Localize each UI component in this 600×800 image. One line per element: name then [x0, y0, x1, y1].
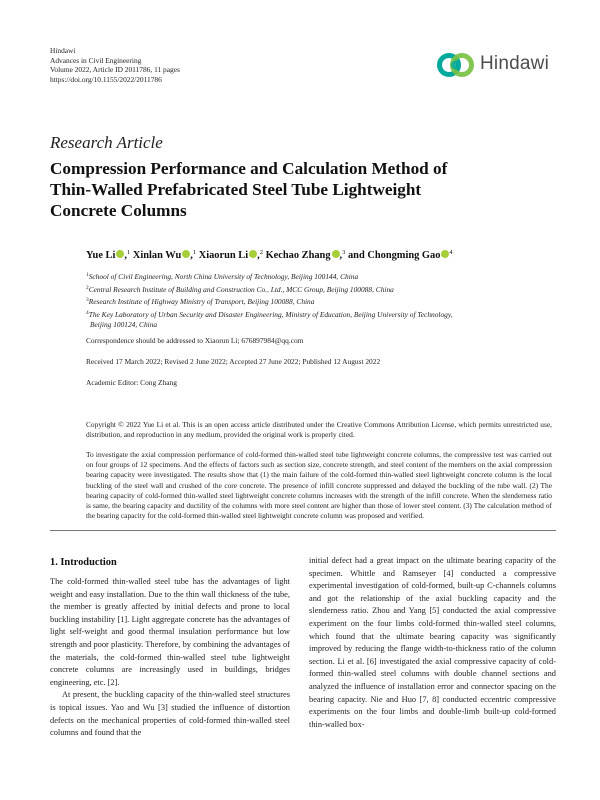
title-line: Thin-Walled Prefabricated Steel Tube Lightweight	[50, 180, 422, 199]
journal-name: Advances in Civil Engineering	[50, 55, 142, 65]
paper-title	[50, 158, 490, 221]
academic-editor: Academic Editor: Cong Zhang	[86, 378, 177, 387]
affiliation-text: School of Civil Engineering, North China University of Technology, Beijing 100144, China	[88, 272, 359, 281]
affiliation-text: Research Institute of Highway Ministry of Transport, Beijing 100088, China	[88, 297, 315, 307]
right-column	[309, 555, 556, 731]
affiliation-list	[86, 270, 556, 331]
orcid-icon[interactable]	[249, 250, 257, 258]
volume-info: Volume 2022, Article ID 2011786, 11 pages	[50, 65, 180, 75]
affiliation-item	[86, 283, 556, 296]
author-name[interactable]: Yue Li	[86, 250, 116, 261]
author-name[interactable]: Xiaorun Li	[198, 250, 249, 261]
title-line: Compression Performance and Calculation Method of	[50, 159, 448, 178]
author-conjunction: and	[347, 250, 365, 261]
affiliation-number: 1	[86, 272, 89, 278]
affiliation-continuation: Beijing 100124, China	[90, 320, 158, 330]
journal-meta	[50, 46, 180, 84]
affiliation-text: The Key Laboratory of Urban Security and Disaster Engineering, Ministry of Education, Beijing University of Technology,	[88, 309, 453, 319]
author-affiliation-mark: 3	[342, 249, 346, 256]
affiliation-item	[86, 308, 556, 321]
affiliation-text: Central Research Institute of Building and Construction Co., Ltd., MCC Group, Beijing 100088, China	[88, 284, 394, 294]
body-paragraph: At present, the buckling capacity of the thin-walled steel structures is topical issues. Yao and Wu [3] studied the influence of distortion defects on the mechanical properties of cold-formed thin-walled steel columns and found that the	[50, 690, 290, 738]
article-type: Research Article	[50, 133, 163, 152]
affiliation-number: 4	[86, 309, 89, 316]
abstract: To investigate the axial compression performance of cold-formed thin-walled steel tube lightweight concrete columns, the compressive test was carried out on four groups of 12 specimens. And the effects of factors such as section size, concrete strength, and steel content of the members on the axial compression bearing capacity were investigated. The results show that (1) the main failure of the cold-formed thin-walled steel lightweight concrete column is the local buckling of the steel wall and crushed of the core concrete. The presence of infill concrete suppressed and delayed the buckling of the tube wall. (2) The bearing capacity of cold-formed thin-walled steel lightweight concrete columns increases with the strength of the infill concrete. When the slenderness ratio is same, the bearing capacity and ductility of the columns with more steel content are higher than those of lower steel content. (3) The calculation method of the bearing capacity for the cold-formed thin-walled steel lightweight concrete column was proposed and verified.	[86, 450, 552, 521]
affiliation-number: 3	[86, 297, 89, 304]
section-divider	[50, 530, 556, 531]
author-name[interactable]: Xinlan Wu	[132, 250, 182, 261]
affiliation-item	[86, 270, 556, 283]
hindawi-logo[interactable]	[436, 48, 556, 82]
affiliation-item	[86, 295, 556, 308]
copyright-notice: Copyright © 2022 Yue Li et al. This is an open access article distributed under the Creative Commons Attribution License, which permits unrestricted use, distribution, and reproduction in any medium, provided the original work is properly cited.	[86, 420, 552, 440]
affiliation-number: 2	[86, 284, 89, 291]
hindawi-logo-icon	[436, 48, 476, 82]
author-list: Yue Li ,$^1$ Xinlan Wu ,$^1$ Xiaorun Li ,$^2$ Kechao Zhang ,$^3$ and Chongming Gao $^4$	[86, 249, 453, 261]
publication-dates: Received 17 March 2022; Revised 2 June 2022; Accepted 27 June 2022; Published 12 August 2022	[86, 357, 381, 366]
orcid-icon[interactable]	[116, 250, 124, 258]
left-column	[50, 576, 290, 740]
body-paragraph: initial defect had a great impact on the ultimate bearing capacity of the specimen. Whittle and Ramseyer [4] conducted a compressive experimental investigation of cold-formed, built-up C-channels columns and got the relationship of the axial buckling capacity and the slenderness ratio. Zhou and Yang [5] conducted the axial compressive experiment on the four limbs cold-formed thin-walled steel columns, which found that the ultimate bearing capacity was significantly improved by reducing the flange width-to-thickness ratio of the column section. Li et al. [6] investigated the axial compressive capacity of cold-formed thin-walled steel columns with double channel sections and analyzed the influence of installation error and connector spacing on the bearing capacity. Nie and Huo [7, 8] conducted eccentric compressive experiments on the four limbs and double-limb built-up cold-formed thin-walled box-	[309, 556, 556, 729]
author-name[interactable]: Chongming Gao	[367, 250, 441, 261]
publisher-name: Hindawi	[50, 46, 76, 55]
author-affiliation-mark: 1	[126, 249, 131, 256]
author-name[interactable]: Kechao Zhang	[265, 250, 331, 261]
author-affiliation-mark: 2	[259, 249, 263, 256]
logo-text: Hindawi	[480, 53, 549, 74]
doi-link[interactable]: https://doi.org/10.1155/2022/2011786	[50, 74, 162, 84]
body-paragraph: The cold-formed thin-walled steel tube has the advantages of light weight and easy installation. Due to the thin wall thickness of the tube, the member is greatly affected by initial defects and prone to local buckling instability [1]. Light aggregate concrete has the advantages of light self-weight and good thermal insulation performance but low strength and poor plasticity. Therefore, by combining the advantages of the materials, the cold-formed thin-walled steel tube lightweight concrete columns are increasingly used in buildings, bridges engineering, etc. [2].	[50, 577, 290, 687]
title-line: Concrete Columns	[50, 201, 187, 220]
orcid-icon[interactable]	[182, 250, 190, 258]
correspondence: Correspondence should be addressed to Xiaorun Li; 676897984@qq.com	[86, 336, 304, 345]
orcid-icon[interactable]	[332, 250, 340, 258]
author-affiliation-mark: 4	[449, 249, 453, 256]
section-heading: 1. Introduction	[50, 557, 117, 568]
author-affiliation-mark: 1	[192, 249, 197, 256]
